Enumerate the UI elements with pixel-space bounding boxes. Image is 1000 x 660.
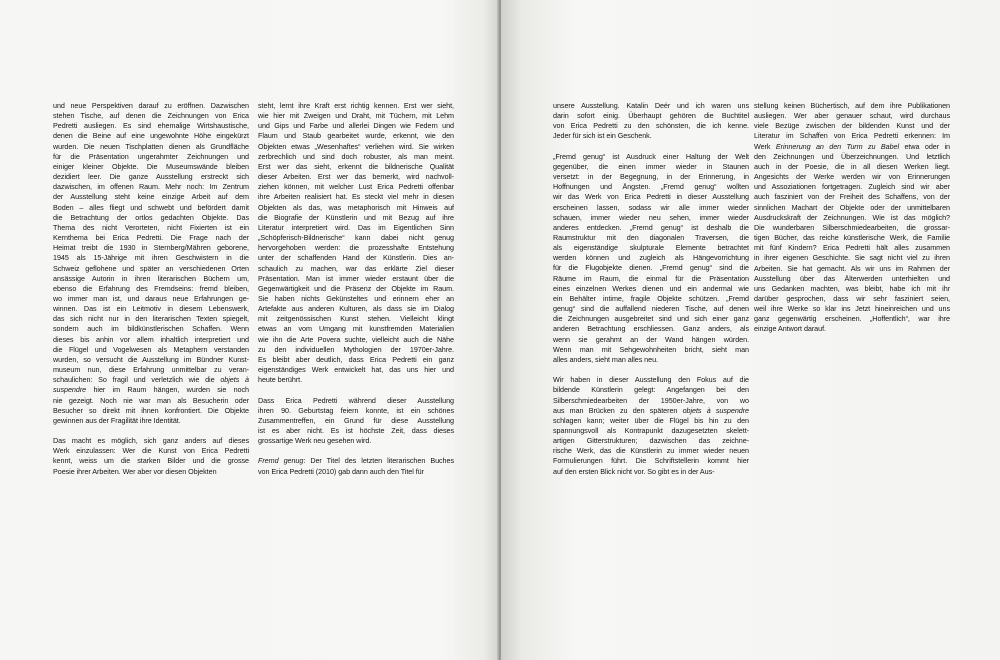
text-line: von Erica Pedretti (2010) gab dann auch den Titel für — [258, 466, 424, 476]
text-line: „Schöpferisch-Bildnerische“ kann dabei nicht genug — [258, 233, 454, 243]
text-line: sinnlichen Machart der Objekte oder der unmittelbaren — [754, 202, 950, 212]
right-page — [501, 0, 1000, 660]
text-line: Wir haben in dieser Ausstellung den Fokus auf die — [553, 375, 749, 385]
text-line: Angesichts der Werke werden wir von Erinnerungen — [754, 172, 950, 182]
text-line: genug“ sind die auffallend niederen Tische, auf denen — [553, 304, 749, 314]
text-line: ihre Arbeiten realisiert hat. Es steckt viel mehr in diesen — [258, 192, 454, 202]
paragraph — [553, 375, 749, 477]
text-line: ganz gegenwärtig erscheinen. „Hoffentlich“, war ihre — [754, 314, 950, 324]
text-line: Die wunderbaren Silberschmiedearbeiten, die grossar- — [754, 222, 950, 232]
text-line: schaulichen: So fragil und verletzlich wie die objets à — [53, 375, 250, 385]
text-line: dazwischen, im offenen Raum. Mehr noch: Im Zentrum — [53, 182, 249, 192]
text-line: artigen Gitterstrukturen; dazwischen das zeichne- — [553, 436, 749, 446]
text-line: ansässige Autorin in ihren literarischen Büchern um, — [53, 273, 249, 283]
text-line: ausliegen. Wer aber genauer schaut, wird durchaus — [754, 111, 950, 121]
text-line: unter der schaffenden Hand der Künstlerin. Dies an- — [258, 253, 454, 263]
text-line: Raumstruktur mit den diagonalen Traversen, die — [553, 233, 749, 243]
text-line: die Betrachtung der ortlos gedachten Objekte. Das — [53, 212, 249, 222]
text-line: wie hier mit Zweigen und Draht, mit Tüchern, mit Lehm — [258, 111, 454, 121]
text-line: und neue Perspektiven darauf zu eröffnen. Dazwischen — [53, 101, 249, 110]
text-line: Präsentation. Man ist immer wieder erstaunt über die — [258, 273, 454, 283]
paragraph — [258, 456, 454, 476]
text-line: versetzt: in der Begegnung, in der Erinnerung, in — [553, 172, 749, 182]
text-line: dieses bis anhin vor allem inhaltlich interpretiert und — [53, 334, 249, 344]
text-line: Werk Erinnerung an den Turm zu Babel etwa oder in — [754, 141, 950, 151]
text-line: winnen. Das ist ein Leitmotiv in diesem Lebenswerk, — [53, 304, 249, 314]
text-line: Hoffnungen und Ängsten. „Fremd genug“ wollten — [553, 182, 749, 192]
text-line: Ausdruckskraft der Zeichnungen. Wie ist das möglich? — [754, 212, 950, 222]
text-line: erscheinen lassen, sodass wir alle immer wieder — [553, 202, 749, 212]
text-line: Sie haben nichts Gekünsteltes und erinnern eher an — [258, 293, 454, 303]
text-line: unsere Ausstellung. Katalin Deér und ich waren uns — [553, 101, 749, 110]
text-line: Artefakte aus anderen Kulturen, als dass sie im Dialog — [258, 304, 454, 314]
text-line: Ausstellung über das Älterwerden unterhielten und — [754, 273, 950, 283]
text-line: dezidiert leer. Die ganze Ausstellung erstreckt sich — [53, 172, 249, 182]
text-line: Gegenwärtigkeit und die Präsenz der Objekte im Raum. — [258, 283, 454, 293]
text-line: stellung keinen Büchertisch, auf dem ihre Publikationen — [754, 101, 950, 110]
text-column — [553, 101, 749, 487]
text-line: mit fünf Kindern? Erica Pedretti hält alles zusammen — [754, 243, 950, 253]
text-line: hervorgehoben werden: die prozesshafte Entstehung — [258, 243, 454, 253]
text-line: ziehen können, mit welcher Lust Erica Pedretti offenbar — [258, 182, 454, 192]
text-line: Kernthema bei Erica Pedretti. Die Frage nach der — [53, 233, 249, 243]
paragraph — [258, 396, 454, 447]
text-line: wurden. Die neuen Tischplatten dienen als Grundfläche — [53, 141, 249, 151]
text-line: in ihrer eigenen Geschichte. Sie sagt nicht viel zu ihren — [754, 253, 950, 263]
text-line: spannungsvoll als Kontrapunkt dazugesetzten skelett- — [553, 425, 749, 435]
text-line: Wenn man mit Sehgewohnheiten bricht, sieht man — [553, 344, 749, 354]
text-line: Objekten als das, was metaphorisch mit Hinweis auf — [258, 202, 454, 212]
text-line: sondern auch im bildkünstlerischen Schaffen. Wenn — [53, 324, 249, 334]
text-line: der Ausstellung steht keine einzige Arbeit auf dem — [53, 192, 249, 202]
text-line: steht, lernt ihre Kraft erst richtig kennen. Erst wer sieht, — [258, 101, 454, 110]
text-line: denen die Beine auf eine ungewohnte Höhe eingekürzt — [53, 131, 249, 141]
text-line: schaulich zu machen, war das erklärte Ziel dieser — [258, 263, 454, 273]
text-line: schlagen kann; weiter über die Flügel bis hin zu den — [553, 415, 749, 425]
text-line: ebenso die Erfahrung des Fremdseins: fremd bleiben, — [53, 283, 249, 293]
text-line: Räume im Raum, die einmal für die Präsentation — [553, 273, 749, 283]
text-column — [258, 101, 454, 487]
text-line: zerbrechlich und sind doch robuster, als man meint. — [258, 151, 454, 161]
text-column — [53, 101, 249, 487]
text-line: als eigenständige skulpturale Elemente betrachtet — [553, 243, 749, 253]
text-line: den Zeichnungen und Überzeichnungen. Und letztlich — [754, 151, 950, 161]
text-line: ihren 90. Geburtstag feiern konnte, ist ein schönes — [258, 405, 454, 415]
text-line: „Fremd genug“ ist Ausdruck einer Haltung der Welt — [553, 151, 749, 161]
text-line: uns Gedanken machten, was bleibt, habe ich mit ihr — [754, 283, 950, 293]
text-line: einiger kleiner Objekte. Die Museumswände bleiben — [53, 161, 249, 171]
paragraph — [553, 152, 749, 365]
paragraph — [53, 436, 249, 477]
text-line: Literatur im Schaffen von Erica Pedretti erkennen: Im — [754, 131, 950, 141]
text-line: dieser Arbeiten. Erst wer das bemerkt, wird nachvoll- — [258, 172, 454, 182]
text-line: gewinnen aus der Fragilität ihre Identität. — [53, 415, 181, 425]
text-line: wie ihn die Arte Povera suchte, vielleicht auch die Nähe — [258, 334, 454, 344]
text-column — [754, 101, 950, 345]
text-line: bildende Künstlerin gelegt: Angefangen bei den — [553, 385, 749, 395]
text-line: Formulierungen führt. Die Schriftstellerin kommt hier — [553, 456, 749, 466]
text-line: Poesie ihrer Arbeiten. Wer aber vor diesen Objekten — [53, 466, 217, 476]
paragraph — [53, 101, 249, 426]
text-line: wenn sie gerahmt an der Wand hängen würden. — [553, 334, 749, 344]
text-line: Fremd genug: Der Titel des letzten literarischen Buches — [258, 456, 454, 466]
text-line: das sich nicht nur in den literarischen Texten spiegelt, — [53, 314, 249, 324]
text-line: grossartige Werk neu gesehen wird. — [258, 436, 372, 446]
text-line: eigenständiges Werk entwickelt hat, das uns hier und — [258, 365, 454, 375]
text-line: ist es aber nicht. Es ist höchste Zeit, dass dieses — [258, 425, 454, 435]
text-line: Flaum und Staub gearbeitet wurde, erkennt, wie den — [258, 131, 454, 141]
text-line: wo immer man ist, und daraus neue Erfahrungen ge- — [53, 293, 249, 303]
text-line: Es bleibt aber deutlich, dass Erica Pedretti ein ganz — [258, 354, 454, 364]
text-line: wurden, so versucht die Ausstellung im Bündner Kunst- — [53, 354, 249, 364]
text-line: alles anders, sieht man alles neu. — [553, 354, 658, 364]
text-line: Literatur interpretiert wird. Das im Eigentlichen Sinn — [258, 222, 454, 232]
text-line: auf den ersten Blick nicht vor. So gibt es in der Aus- — [553, 466, 715, 476]
text-line: suspendre hier im Raum hängen, wurden sie noch — [53, 385, 249, 395]
text-line: weil ihre Werke so klar ins Jetzt hineinreichen und uns — [754, 304, 950, 314]
text-line: darin sofort einig. Überhaupt gehören die Buchtitel — [553, 111, 749, 121]
text-line: auch fasziniert von der Freiheit des Schaffens, von der — [754, 192, 950, 202]
text-line: mit zeitgenössischen Kunst stehen. Vielleicht klingt — [258, 314, 454, 324]
text-line: werden können und zugleich als Hängevorrichtung — [553, 253, 749, 263]
text-line: Dass Erica Pedretti während dieser Ausstellung — [258, 395, 454, 405]
text-line: anderes entdecken. „Fremd genug“ ist deshalb die — [553, 222, 749, 232]
text-line: stehen Tische, auf denen die Zeichnungen von Erica — [53, 111, 249, 121]
text-line: eines einzelnen Werkes dienen und ein andermal wie — [553, 283, 749, 293]
text-line: heute berührt. — [258, 375, 303, 385]
text-line: Silberschmiedearbeiten der 1950er-Jahre, von wo — [553, 395, 749, 405]
text-line: von Erica Pedretti zu den schönsten, die ich kenne. — [553, 121, 749, 131]
text-line: ein Behälter intime, fragile Objekte schützen. „Fremd — [553, 293, 749, 303]
text-line: Werk einzulassen: Wer die Kunst von Erica Pedretti — [53, 446, 249, 456]
text-line: für die Flugobjekte dienen. „Fremd genug“ sind die — [553, 263, 749, 273]
text-line: Schweiz geflohene und später an verschiedenen Orten — [53, 263, 249, 273]
text-line: museum nun, diese Erfahrung unmittelbar zu veran- — [53, 365, 249, 375]
paragraph — [754, 101, 950, 335]
text-line: Erst wer das sieht, erkennt die bildnerische Qualität — [258, 161, 454, 171]
text-line: die Biografie der Künstlerin und mit Bezug auf ihre — [258, 212, 454, 222]
paragraph — [258, 101, 454, 385]
text-line: anderen Betrachtung erschliessen. Ganz anders, als — [553, 324, 749, 334]
text-line: viele Bezüge zwischen der bildenden Kunst und der — [754, 121, 950, 131]
text-line: Zusammentreffen, ein Grund für diese Ausstellung — [258, 415, 454, 425]
text-line: kennt, weiss um die starken Bilder und die grosse — [53, 456, 249, 466]
text-line: 1945 als 15-Jährige mit ihren Geschwistern in die — [53, 253, 249, 263]
text-line: schauen, immer wieder neu sehen, immer wieder — [553, 212, 749, 222]
text-line: Objekten etwas „Wesenhaftes“ verliehen wird. Sie wirken — [258, 141, 454, 151]
text-line: und Assoziationen fortgetragen. Zugleich sind wir aber — [754, 182, 950, 192]
text-line: nie gezeigt. Noch nie war man als Besucherin oder — [53, 395, 249, 405]
text-line: rische Werk, das die Künstlerin zu immer wieder neuen — [553, 446, 749, 456]
text-line: die Zeichnungen ausgebreitet sind und sich einer ganz — [553, 314, 749, 324]
text-line: Das macht es möglich, sich ganz anders auf dieses — [53, 436, 249, 446]
text-line: auch in der Poesie, die in all diesen Werken liegt. — [754, 161, 950, 171]
text-line: zu den individuellen Mythologien der 1970er-Jahre. — [258, 344, 454, 354]
text-line: etwas an vom Umgang mit kunstfremden Materialien — [258, 324, 454, 334]
text-line: Boden – alles fliegt und schwebt und befördert damit — [53, 202, 249, 212]
text-line: für die Präsentation ungerahmter Zeichnungen und — [53, 151, 249, 161]
paragraph — [553, 101, 749, 142]
text-line: Jeder für sich ist ein Geschenk. — [553, 131, 652, 141]
text-line: Arbeiten. Sie hat gemacht. Als wir uns im Rahmen der — [754, 263, 950, 273]
text-line: die Flügel und Vogelwesen als Metaphern verstanden — [53, 344, 249, 354]
text-line: einzige Antwort darauf. — [754, 324, 826, 334]
text-line: Pedretti ausliegen. Es sind ehemalige Wirtshaustische, — [53, 121, 249, 131]
text-line: Heimat treibt die 1930 in Sternberg/Mähren geborene, — [53, 243, 249, 253]
text-line: Besucher so direkt mit ihnen konfrontiert. Die Objekte — [53, 405, 249, 415]
text-line: wir das Werk von Erica Pedretti in dieser Ausstellung — [553, 192, 749, 202]
text-line: gegenüber, die einen immer wieder in Staunen — [553, 161, 749, 171]
text-line: aus man Brücken zu den späteren objets à suspendre — [553, 405, 750, 415]
left-page — [0, 0, 499, 660]
text-line: tigen Bücher, das reiche künstlerische Werk, die Familie — [754, 233, 950, 243]
text-line: darüber gesprochen, dass wir sehr fasziniert seien, — [754, 293, 950, 303]
text-line: Thema des nicht Verorteten, nicht Fixierten ist ein — [53, 222, 249, 232]
text-line: und Gips und Farbe und allerlei Dingen wie Federn und — [258, 121, 454, 131]
